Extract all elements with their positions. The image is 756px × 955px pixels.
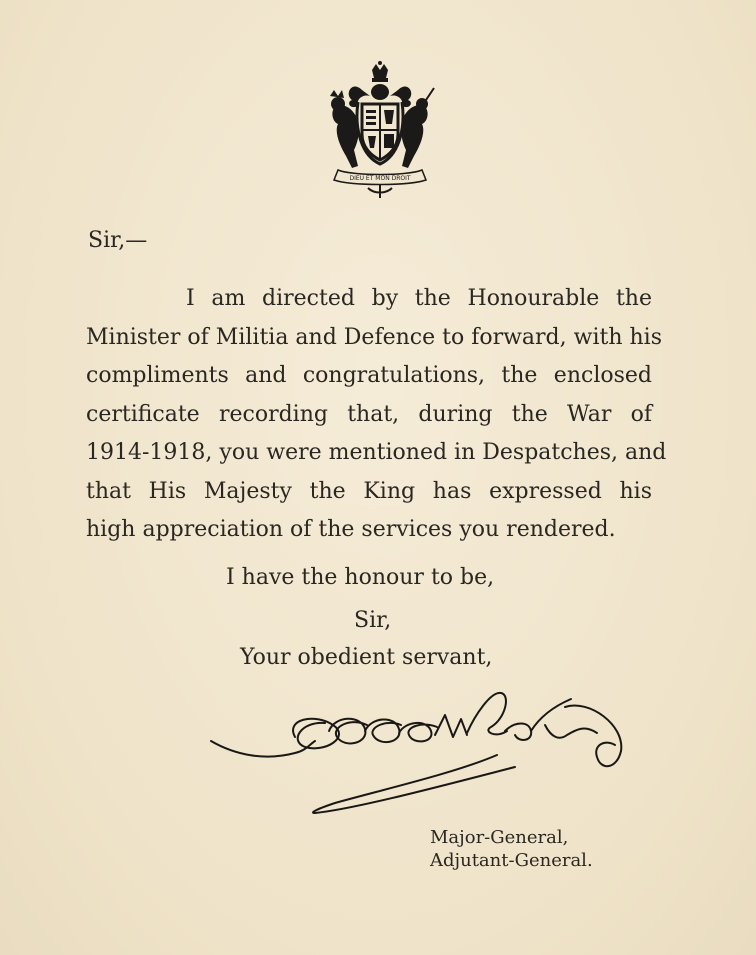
body-line: that His Majesty the King has expressed his [86,478,652,504]
body-line: compliments and congratulations, the enclosed [86,363,652,388]
body-line: 1914-1918, you were mentioned in Despatches, and [86,440,667,465]
closing-honour: I have the honour to be, [226,565,495,590]
body-line: Minister of Militia and Defence to forward, with his [86,324,662,350]
signatory-rank [430,826,593,872]
handwritten-signature [205,685,635,820]
salutation: Sir,— [88,228,148,253]
body-line: certificate recording that, during the War of [86,401,652,427]
body-line: I am directed by the Honourable the [186,286,652,311]
royal-coat-of-arms-icon [322,60,438,200]
closing-sir: Sir, [354,608,392,633]
rank-adjutant-general: Adjutant-General. [430,850,593,871]
body-line: high appreciation of the services you rendered. [86,517,616,542]
closing-servant: Your obedient servant, [240,645,493,670]
letter-body [86,280,667,550]
rank-major-general: Major-General, [430,827,569,848]
crest-motto: DIEU ET MON DROIT [349,175,411,182]
